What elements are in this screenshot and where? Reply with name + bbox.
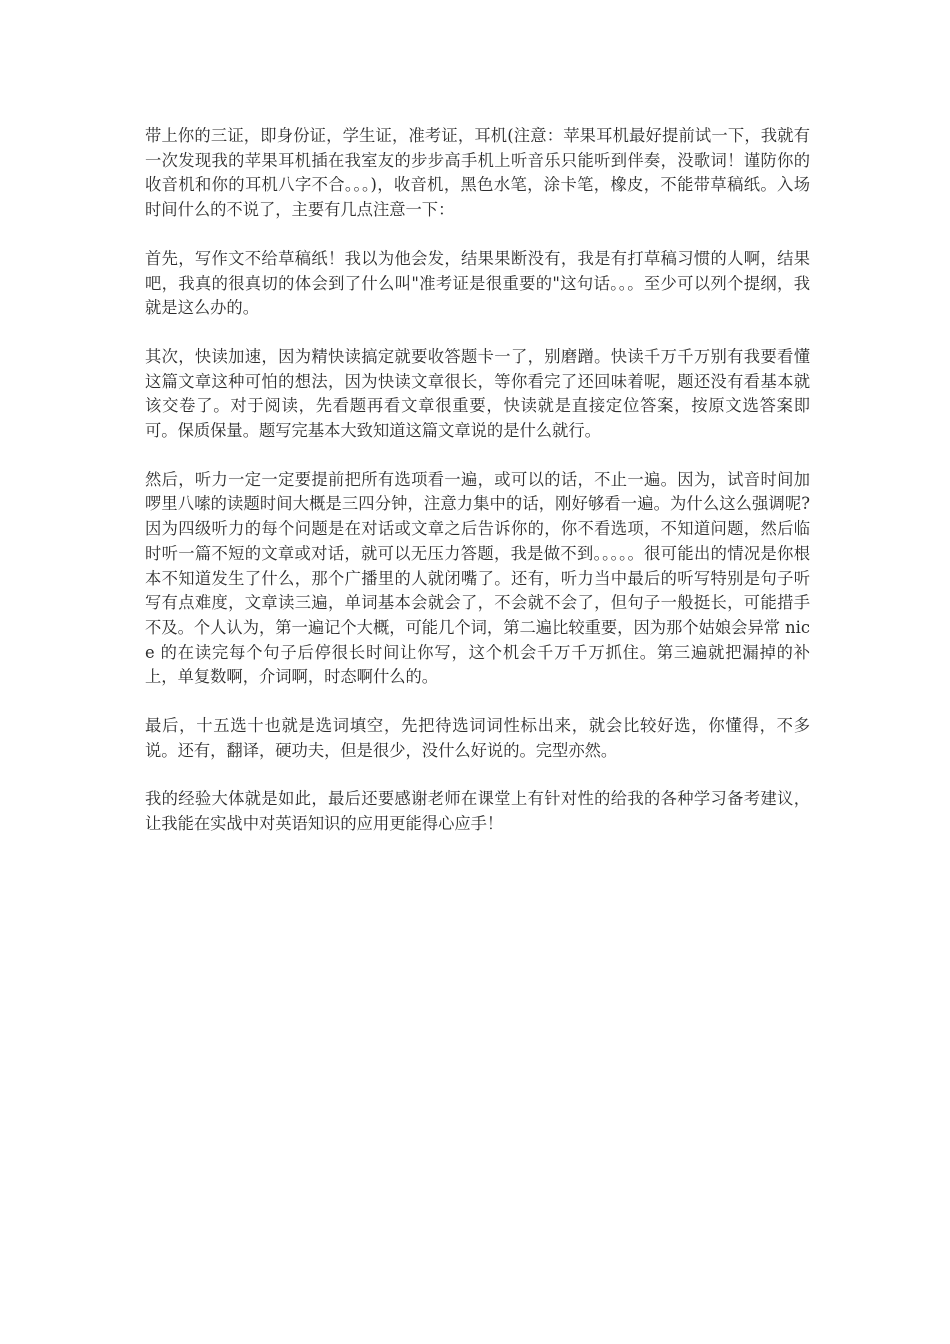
paragraph-intro: 带上你的三证，即身份证，学生证，准考证，耳机(注意：苹果耳机最好提前试一下，我就有一次发现我的苹果耳机插在我室友的步步高手机上听音乐只能听到伴奏，没歌词！谨防你的收音机和你的耳机八字不合。。。)，收音机，黑色水笔，涂卡笔，橡皮，不能带草稿纸。入场时间什么的不说了，主要有几点注意一下： [145, 126, 810, 220]
paragraph-conclusion: 我的经验大体就是如此，最后还要感谢老师在课堂上有针对性的给我的各种学习备考建议，让我能在实战中对英语知识的应用更能得心应手！ [145, 789, 810, 834]
paragraph-listening: 然后，听力一定一定要提前把所有选项看一遍，或可以的话，不止一遍。因为，试音时间加啰里八嗦的读题时间大概是三四分钟，注意力集中的话，刚好够看一遍。为什么这么强调呢?因为四级听力的每个问题是在对话或文章之后告诉你的，你不看选项，不知道问题，然后临时听一篇不短的文章或对话，就可以无压力答题，我是做不到。。。。。很可能出的情况是你根本不知道发生了什么，那个广播里的人就闭嘴了。还有，听力当中最后的听写特别是句子听写有点难度，文章读三遍，单词基本会就会了，不会就不会了，但句子一般挺长，可能措手不及。个人认为，第一遍记个大概，可能几个词，第二遍比较重要，因为那个姑娘会异常 nice 的在读完每个句子后停很长时间让你写，这个机会千万千万抓住。第三遍就把漏掉的补上，单复数啊，介词啊，时态啊什么的。 [145, 469, 810, 687]
paragraph-cloze-translation: 最后，十五选十也就是选词填空，先把待选词词性标出来，就会比较好选，你懂得，不多说。还有，翻译，硬功夫，但是很少，没什么好说的。完型亦然。 [145, 716, 810, 760]
paragraph-writing: 首先，写作文不给草稿纸！我以为他会发，结果果断没有，我是有打草稿习惯的人啊，结果吧，我真的很真切的体会到了什么叫"准考证是很重要的"这句话。。。至少可以列个提纲，我就是这么办的。 [145, 248, 810, 318]
paragraph-fast-reading: 其次，快读加速，因为精快读搞定就要收答题卡一了，别磨蹭。快读千万千万别有我要看懂这篇文章这种可怕的想法，因为快读文章很长，等你看完了还回味着呢，题还没有看基本就该交卷了。对于阅读，先看题再看文章很重要，快读就是直接定位答案，按原文选答案即可。保质保量。题写完基本大致知道这篇文章说的是什么就行。 [145, 346, 810, 441]
document-body [145, 124, 810, 861]
